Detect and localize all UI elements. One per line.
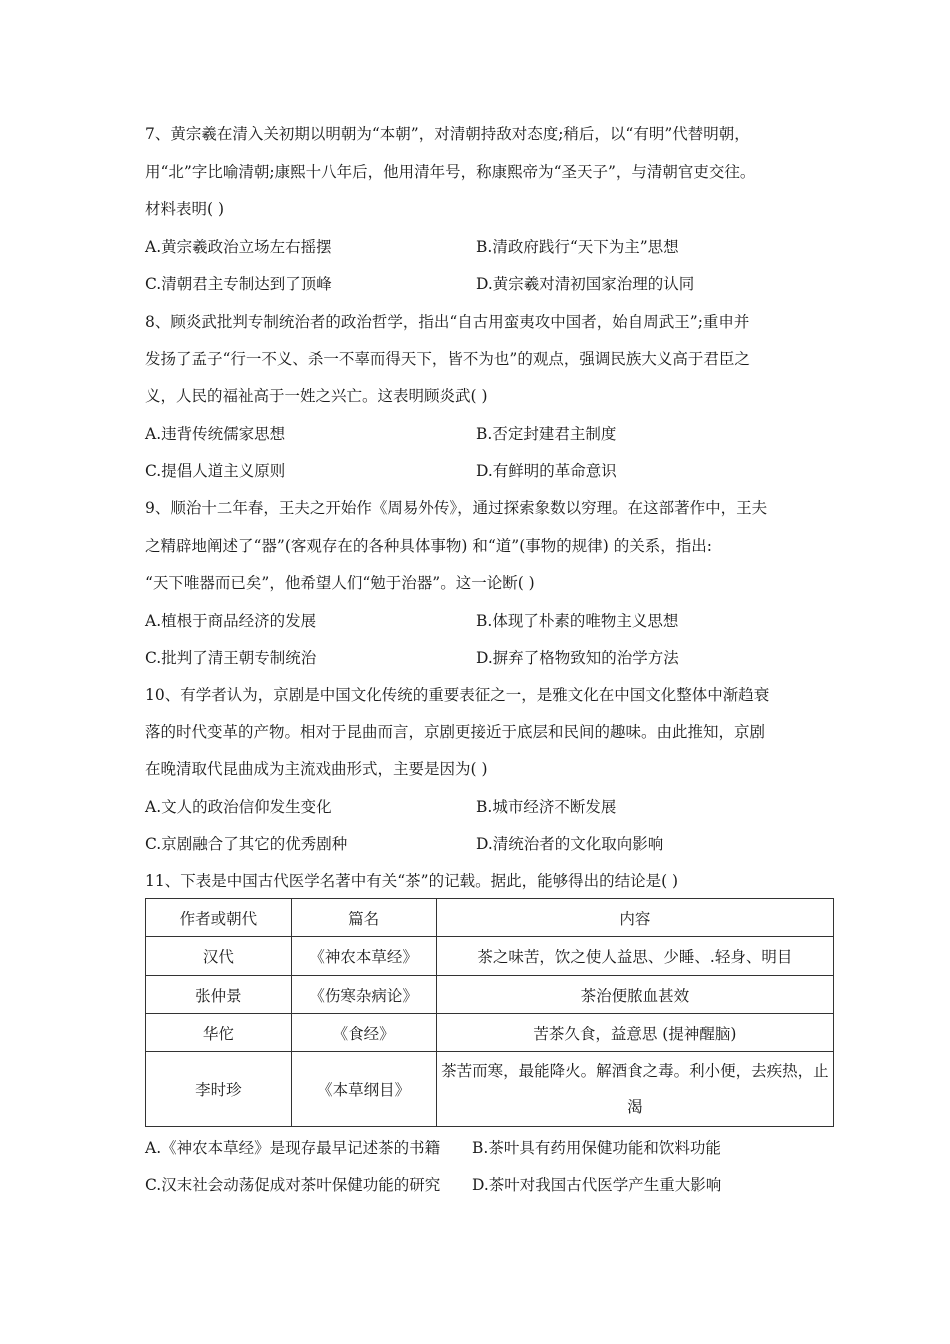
q7-line-3: 材料表明( ) bbox=[145, 200, 225, 218]
q8-option-a: A.违背传统儒家思想 bbox=[145, 425, 286, 443]
q11-option-b: B.茶叶具有药用保健功能和饮料功能 bbox=[472, 1139, 721, 1157]
table-cell: 茶之味苦，饮之使人益思、少睡、.轻身、明目 bbox=[436, 937, 833, 976]
q7-line-1: 7、黄宗羲在清入关初期以明朝为“本朝”，对清朝持敌对态度;稍后，以“有明”代替明朝， bbox=[145, 125, 750, 143]
q10-option-b: B.城市经济不断发展 bbox=[476, 798, 617, 816]
q9-option-b: B.体现了朴素的唯物主义思想 bbox=[476, 612, 679, 630]
q9-option-c: C.批判了清王朝专制统治 bbox=[145, 649, 317, 667]
table-row bbox=[146, 1052, 834, 1127]
table-row bbox=[146, 937, 834, 976]
q7-option-d: D.黄宗羲对清初国家治理的认同 bbox=[476, 275, 695, 293]
table-header-cell: 内容 bbox=[436, 899, 833, 937]
q9-option-d: D.摒弃了格物致知的治学方法 bbox=[476, 649, 679, 667]
q10-line-1: 10、有学者认为，京剧是中国文化传统的重要表征之一，是雅文化在中国文化整体中渐趋衰 bbox=[145, 686, 770, 704]
table-cell: 汉代 bbox=[146, 937, 292, 976]
q9-option-a: A.植根于商品经济的发展 bbox=[145, 612, 317, 630]
q8-option-d: D.有鲜明的革命意识 bbox=[476, 462, 617, 480]
q10-line-2: 落的时代变革的产物。相对于昆曲而言，京剧更接近于底层和民间的趣味。由此推知，京剧 bbox=[145, 723, 766, 741]
q11-option-a: A.《神农本草经》是现存最早记述茶的书籍 bbox=[145, 1139, 441, 1157]
q11-line-1: 11、下表是中国古代医学名著中有关“茶”的记载。据此，能够得出的结论是( ) bbox=[145, 872, 679, 890]
q10-line-3: 在晚清取代昆曲成为主流戏曲形式，主要是因为( ) bbox=[145, 760, 488, 778]
q9-line-2: 之精辟地阐述了“器”(客观存在的各种具体事物) 和“道”(事物的规律) 的关系，指出: bbox=[145, 537, 712, 555]
q7-option-c: C.清朝君主专制达到了顶峰 bbox=[145, 275, 332, 293]
table-header-row bbox=[146, 899, 834, 937]
q8-line-3: 义，人民的福祉高于一姓之兴亡。这表明顾炎武( ) bbox=[145, 387, 488, 405]
q10-option-d: D.清统治者的文化取向影响 bbox=[476, 835, 664, 853]
table-header-cell: 篇名 bbox=[291, 899, 436, 937]
table-row bbox=[146, 976, 834, 1014]
table-cell: 苦茶久食，益意思 (提神醒脑) bbox=[436, 1014, 833, 1052]
q7-option-b: B.清政府践行“天下为主”思想 bbox=[476, 238, 679, 256]
table-cell: 《食经》 bbox=[291, 1014, 436, 1052]
q8-option-c: C.提倡人道主义原则 bbox=[145, 462, 286, 480]
q8-line-2: 发扬了孟子“行一不义、杀一不辜而得天下，皆不为也”的观点，强调民族大义高于君臣之 bbox=[145, 350, 750, 368]
q8-line-1: 8、顾炎武批判专制统治者的政治哲学，指出“自古用蛮夷攻中国者，始自周武王”;重申并 bbox=[145, 313, 750, 331]
table-cell: 张仲景 bbox=[146, 976, 292, 1014]
q10-option-a: A.文人的政治信仰发生变化 bbox=[145, 798, 332, 816]
q7-line-2: 用“北”字比喻清朝;康熙十八年后，他用清年号，称康熙帝为“圣天子”，与清朝官吏交往。 bbox=[145, 163, 756, 181]
q9-line-1: 9、顺治十二年春，王夫之开始作《周易外传》，通过探索象数以穷理。在这部著作中，王夫 bbox=[145, 499, 768, 517]
table-cell: 茶治便脓血甚效 bbox=[436, 976, 833, 1014]
table-cell: 《伤寒杂病论》 bbox=[291, 976, 436, 1014]
q7-option-a: A.黄宗羲政治立场左右摇摆 bbox=[145, 238, 332, 256]
q11-option-d: D.茶叶对我国古代医学产生重大影响 bbox=[472, 1176, 722, 1194]
q8-option-b: B.否定封建君主制度 bbox=[476, 425, 617, 443]
table-cell: 李时珍 bbox=[146, 1052, 292, 1127]
q10-option-c: C.京剧融合了其它的优秀剧种 bbox=[145, 835, 348, 853]
table-row bbox=[146, 1014, 834, 1052]
table-cell: 茶苦而寒，最能降火。解酒食之毒。利小便，去疾热，止渴 bbox=[436, 1052, 833, 1127]
table-cell: 《神农本草经》 bbox=[291, 937, 436, 976]
q11-option-c: C.汉末社会动荡促成对茶叶保健功能的研究 bbox=[145, 1176, 441, 1194]
table-cell: 《本草纲目》 bbox=[291, 1052, 436, 1127]
table-cell: 华佗 bbox=[146, 1014, 292, 1052]
table-header-cell: 作者或朝代 bbox=[146, 899, 292, 937]
q9-line-3: “天下唯器而已矣”，他希望人们“勉于治器”。这一论断( ) bbox=[145, 574, 535, 592]
q11-table bbox=[145, 898, 834, 1127]
